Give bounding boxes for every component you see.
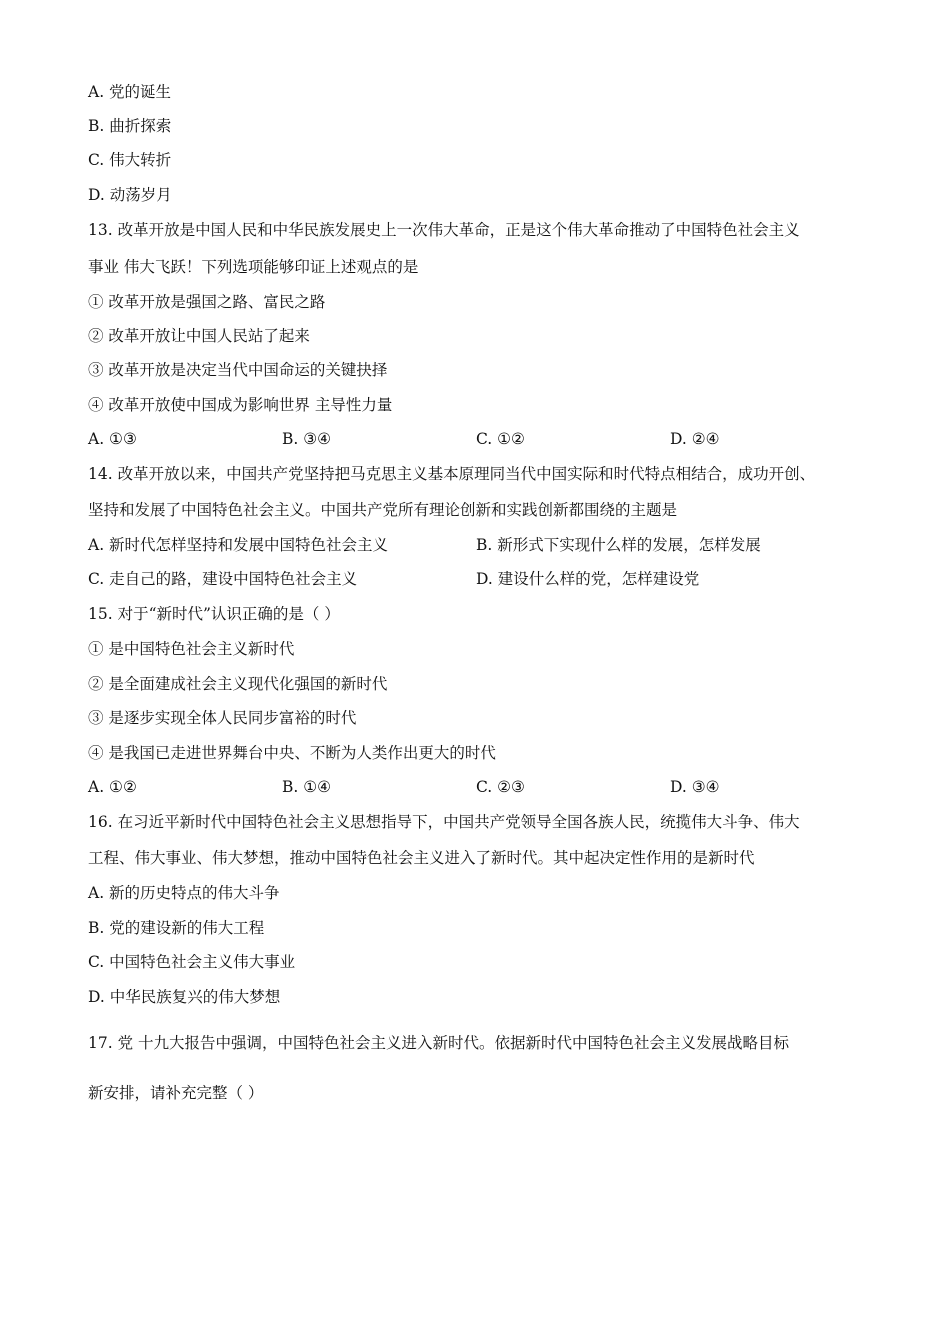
q13-item-1: ① 改革开放是强国之路、富民之路 — [88, 293, 326, 311]
q13-option-d: D. ②④ — [670, 430, 720, 448]
q12-option-a: A. 党的诞生 — [88, 83, 172, 101]
q16-option-d: D. 中华民族复兴的伟大梦想 — [88, 988, 281, 1006]
q13-option-b: B. ③④ — [282, 430, 332, 448]
q16-option-a: A. 新的历史特点的伟大斗争 — [88, 884, 280, 902]
q15-stem: 15. 对于“新时代”认识正确的是（ ） — [88, 605, 340, 623]
q12-option-c: C. 伟大转折 — [88, 151, 172, 169]
q13-option-c: C. ①② — [476, 430, 525, 448]
q17-stem-line2: 新安排，请补充完整（ ） — [88, 1084, 264, 1102]
q13-item-3: ③ 改革开放是决定当代中国命运的关键抉择 — [88, 361, 388, 379]
q13-stem-line2: 事业 伟大飞跃！下列选项能够印证上述观点的是 — [88, 258, 419, 276]
q15-item-1: ① 是中国特色社会主义新时代 — [88, 640, 295, 658]
q14-stem-line2: 坚持和发展了中国特色社会主义。中国共产党所有理论创新和实践创新都围绕的主题是 — [88, 501, 678, 519]
q15-option-b: B. ①④ — [282, 778, 332, 796]
q14-option-d: D. 建设什么样的党，怎样建设党 — [476, 570, 700, 588]
q17-stem-line1: 17. 党 十九大报告中强调，中国特色社会主义进入新时代。依据新时代中国特色社会主义发展战略目标 — [88, 1034, 790, 1052]
q12-option-b: B. 曲折探索 — [88, 117, 172, 135]
q13-item-4: ④ 改革开放使中国成为影响世界 主导性力量 — [88, 396, 393, 414]
q15-option-a: A. ①② — [88, 778, 137, 796]
q13-item-2: ② 改革开放让中国人民站了起来 — [88, 327, 310, 345]
q14-stem-line1: 14. 改革开放以来，中国共产党坚持把马克思主义基本原理同当代中国实际和时代特点相结合，成功开创、 — [88, 465, 816, 483]
q16-stem-line1: 16. 在习近平新时代中国特色社会主义思想指导下，中国共产党领导全国各族人民，统揽伟大斗争、伟大 — [88, 813, 800, 831]
q15-item-4: ④ 是我国已走进世界舞台中央、不断为人类作出更大的时代 — [88, 744, 496, 762]
q15-item-3: ③ 是逐步实现全体人民同步富裕的时代 — [88, 709, 357, 727]
q13-option-a: A. ①③ — [88, 430, 137, 448]
q14-option-b: B. 新形式下实现什么样的发展，怎样发展 — [476, 536, 761, 554]
q14-option-c: C. 走自己的路，建设中国特色社会主义 — [88, 570, 358, 588]
q15-item-2: ② 是全面建成社会主义现代化强国的新时代 — [88, 675, 388, 693]
q16-option-c: C. 中国特色社会主义伟大事业 — [88, 953, 296, 971]
q16-stem-line2: 工程、伟大事业、伟大梦想，推动中国特色社会主义进入了新时代。其中起决定性作用的是新时代 — [88, 849, 755, 867]
q13-stem-line1: 13. 改革开放是中国人民和中华民族发展史上一次伟大革命，正是这个伟大革命推动了中国特色社会主义 — [88, 221, 800, 239]
q15-option-c: C. ②③ — [476, 778, 525, 796]
q14-option-a: A. 新时代怎样坚持和发展中国特色社会主义 — [88, 536, 389, 554]
q16-option-b: B. 党的建设新的伟大工程 — [88, 919, 265, 937]
q15-option-d: D. ③④ — [670, 778, 720, 796]
q12-option-d: D. 动荡岁月 — [88, 186, 172, 204]
